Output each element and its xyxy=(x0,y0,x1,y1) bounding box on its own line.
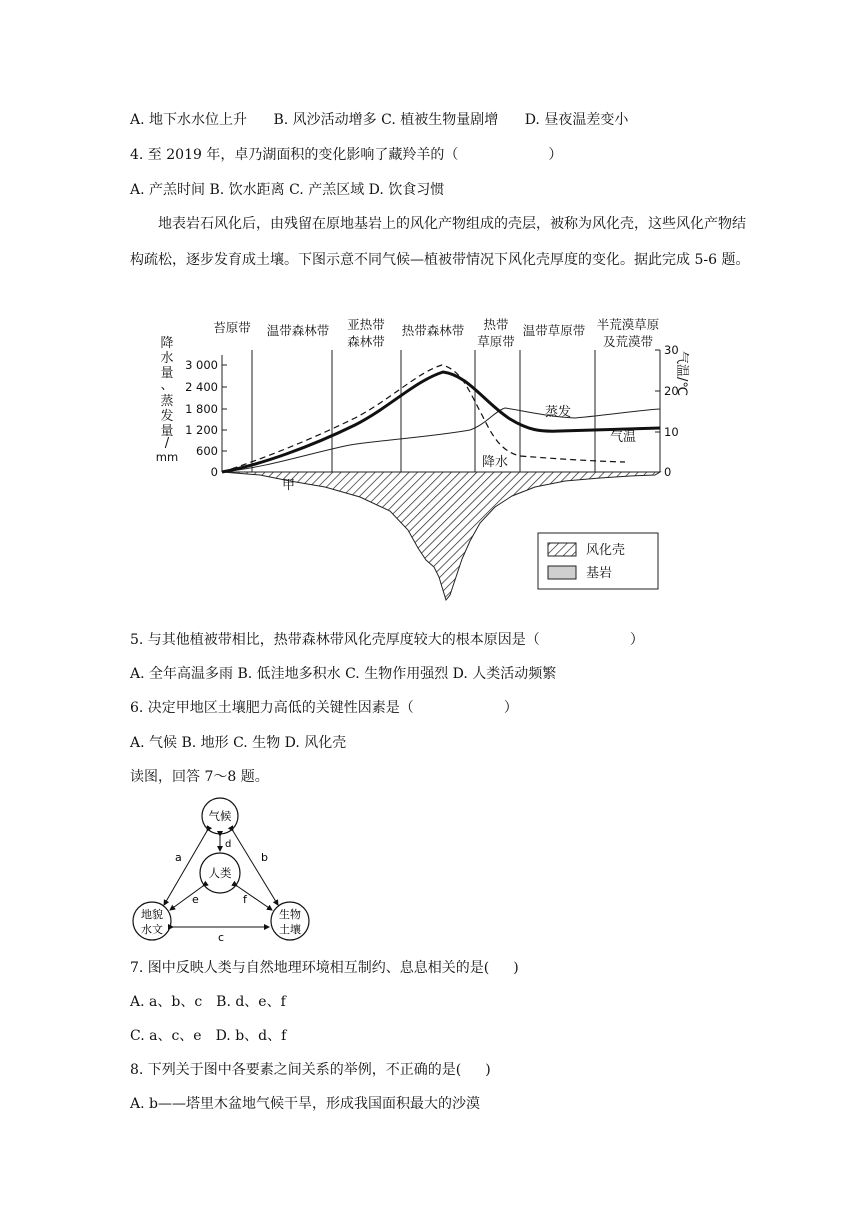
svg-text:发: 发 xyxy=(160,409,174,424)
legend-crust-label: 风化壳 xyxy=(586,543,626,558)
svg-text:量: 量 xyxy=(160,366,174,381)
q3-options xyxy=(130,110,628,130)
left-tick-0: 0 xyxy=(210,465,218,479)
right-tick-0: 0 xyxy=(664,465,672,479)
q5-options: A. 全年高温多雨 B. 低洼地多积水 C. 生物作用强烈 D. 人类活动频繁 xyxy=(130,666,557,682)
svg-text:蒸: 蒸 xyxy=(160,394,174,409)
node-landform-label-1: 地貌 xyxy=(141,908,163,921)
svg-text:降: 降 xyxy=(160,336,174,351)
q3-option-d: D. 昼夜温差变小 xyxy=(524,112,629,128)
svg-text:水: 水 xyxy=(160,351,174,366)
svg-text:量: 量 xyxy=(160,424,174,439)
zone-dividers xyxy=(252,350,595,472)
q6-stem: 6. 决定甲地区土壤肥力高低的关键性因素是（ ） xyxy=(130,700,518,716)
zone-subtropical-2: 森林带 xyxy=(347,334,385,349)
q6-options: A. 气候 B. 地形 C. 生物 D. 风化壳 xyxy=(130,735,347,751)
zone-desert-1: 半荒漠草原 xyxy=(596,317,660,332)
node-climate-label: 气候 xyxy=(208,809,232,823)
node-landform-label-2: 水文 xyxy=(141,923,163,936)
node-human-label: 人类 xyxy=(208,866,232,880)
left-tick-2400: 2 400 xyxy=(185,380,218,394)
left-axis-label xyxy=(156,336,178,464)
left-tick-3000: 3 000 xyxy=(185,358,218,372)
zone-desert-2: 及荒漠带 xyxy=(602,334,654,349)
node-bio-label-2: 土壤 xyxy=(279,923,301,936)
q4-stem: 4. 至 2019 年，卓乃湖面积的变化影响了藏羚羊的（ ） xyxy=(130,147,563,163)
zone-temperate-forest: 温带森林带 xyxy=(266,323,330,338)
temperature-label: 气温 xyxy=(610,430,637,445)
relationship-diagram xyxy=(130,795,312,945)
left-tick-1200: 1 200 xyxy=(185,423,218,437)
temperature-curve xyxy=(222,372,660,472)
evaporation-curve xyxy=(222,408,660,472)
edge-c-label: c xyxy=(218,931,225,944)
legend xyxy=(538,533,658,589)
left-tick-1800: 1 800 xyxy=(185,402,218,416)
weathering-crust-figure xyxy=(150,315,690,610)
q8-stem: 8. 下列关于图中各要素之间关系的举例，不正确的是( ) xyxy=(130,1062,491,1078)
legend-swatch-crust xyxy=(548,543,576,556)
q3-option-a: A. 地下水水位上升 xyxy=(130,112,248,128)
left-tick-600: 600 xyxy=(196,444,218,458)
q7-stem: 7. 图中反映人类与自然地理环境相互制约、息息相关的是( ) xyxy=(130,960,519,976)
material-paragraph: 地表岩石风化后，由残留在原地基岩上的风化产物组成的壳层，被称为风化壳，这些风化产物结构疏松，逐步发育成土壤。下图示意不同气候—植被带情况下风化壳厚度的变化。据此完成 5-6 题。 xyxy=(130,216,750,268)
right-tick-10: 10 xyxy=(664,425,679,439)
zone-tropical-grass-2: 草原带 xyxy=(477,334,515,349)
node-bio-label-1: 生物 xyxy=(279,908,301,921)
q8-option-a: A. b——塔里木盆地气候干旱，形成我国面积最大的沙漠 xyxy=(130,1096,480,1112)
location-jia-label: 甲 xyxy=(282,478,296,493)
q7-options-2: C. a、c、e D. b、d、f xyxy=(130,1028,287,1044)
zone-tundra: 苔原带 xyxy=(213,320,251,335)
material-2: 读图，回答 7～8 题。 xyxy=(130,769,269,785)
zone-tropical-grass-1: 热带 xyxy=(483,317,509,332)
zone-temperate-grass: 温带草原带 xyxy=(522,323,586,338)
evaporation-label: 蒸发 xyxy=(545,405,572,420)
legend-swatch-bedrock xyxy=(548,566,576,579)
precipitation-label: 降水 xyxy=(482,455,509,470)
svg-text:mm: mm xyxy=(155,450,179,464)
right-tick-20: 20 xyxy=(664,384,679,398)
svg-text:/: / xyxy=(164,436,170,451)
edge-b-label: b xyxy=(261,851,268,864)
edge-d-label: d xyxy=(225,839,232,850)
edge-a-label: a xyxy=(175,851,182,864)
zone-tropical-forest: 热带森林带 xyxy=(401,323,465,338)
zone-subtropical-1: 亚热带 xyxy=(347,317,385,332)
q7-options-1: A. a、b、c B. d、e、f xyxy=(130,994,286,1010)
edge-e-label: e xyxy=(192,893,199,906)
right-tick-30: 30 xyxy=(664,343,679,357)
q4-options: A. 产羔时间 B. 饮水距离 C. 产羔区域 D. 饮食习惯 xyxy=(130,182,445,198)
q3-option-c: C. 植被生物量剧增 xyxy=(381,112,499,128)
svg-text:、: 、 xyxy=(160,378,174,393)
q5-stem: 5. 与其他植被带相比，热带森林带风化壳厚度较大的根本原因是（ ） xyxy=(130,632,644,648)
edge-f-label: f xyxy=(243,893,247,906)
right-axis-label: 气温/℃ xyxy=(674,351,689,396)
legend-bedrock-label: 基岩 xyxy=(586,566,613,581)
q3-option-b: B. 风沙活动增多 xyxy=(273,112,377,128)
